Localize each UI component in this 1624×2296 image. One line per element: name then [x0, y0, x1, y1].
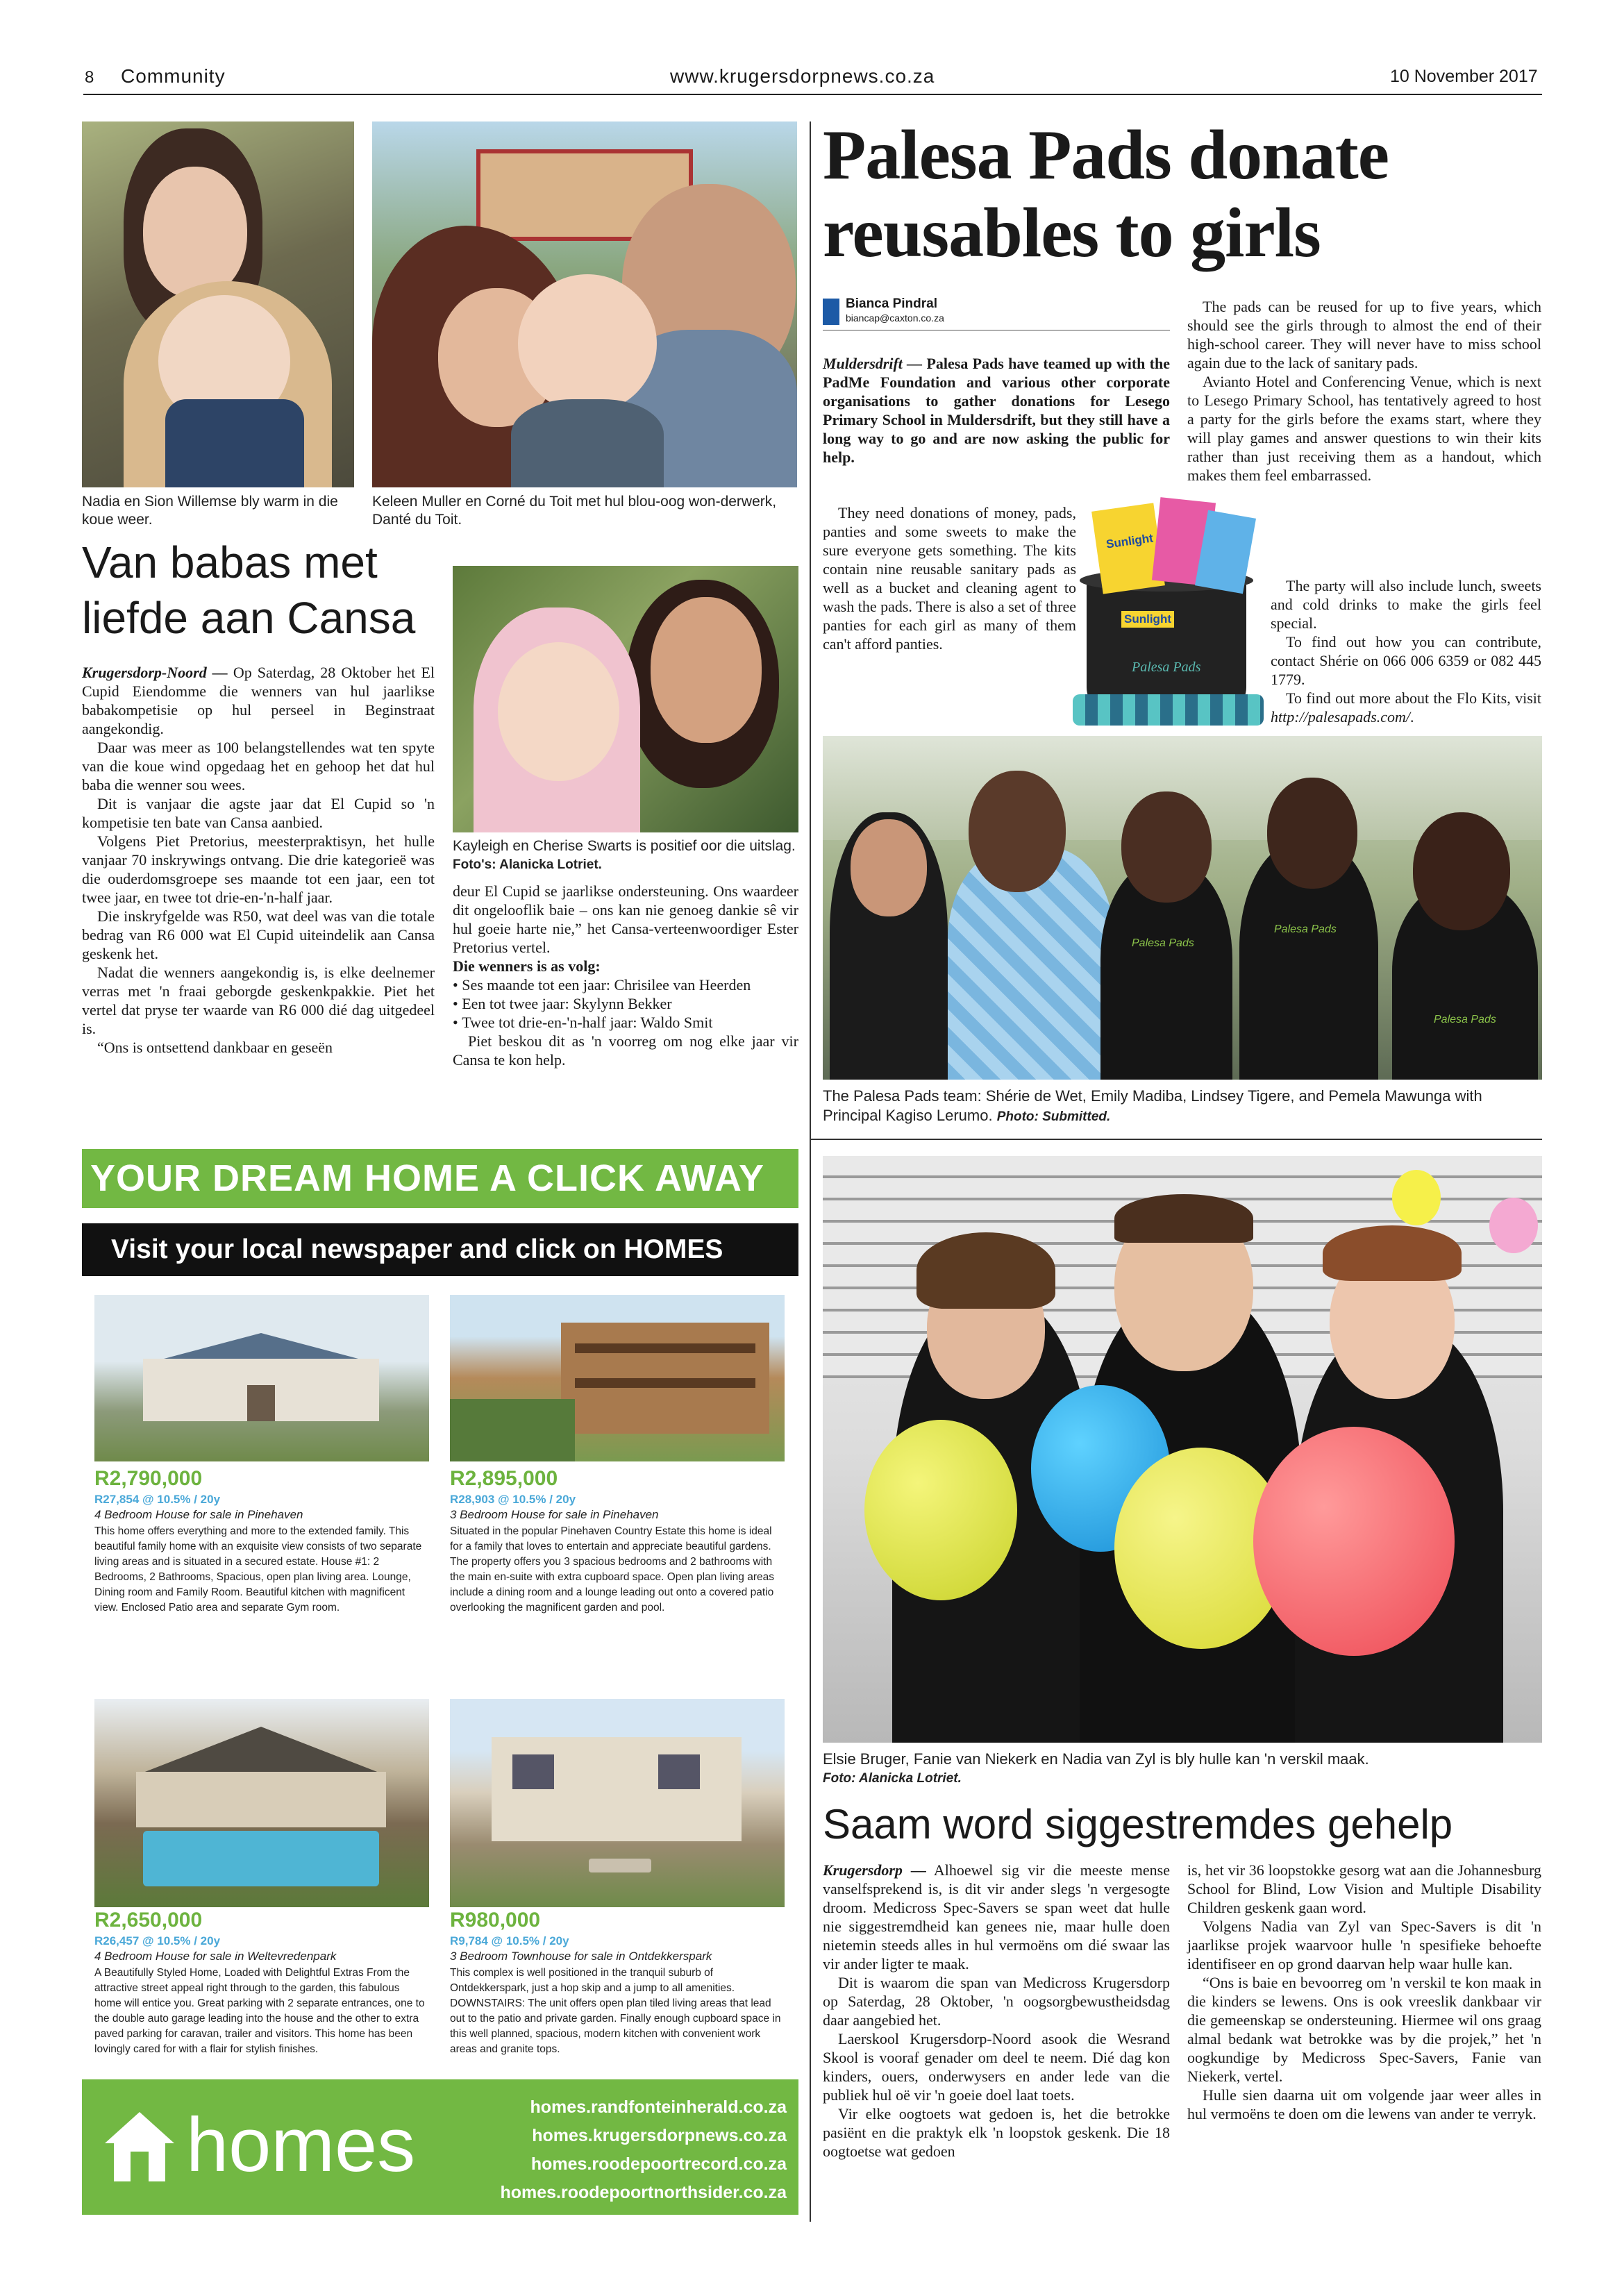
body-paragraph: Avianto Hotel and Conferencing Venue, which is next to Lesego Primary School, has tentatively agreed to host a party for the girls before the exams start, where they will play games and answer questions to win their kits rather than just receiving them as a handout, which makes them feel embarrassed. — [1187, 373, 1541, 484]
caption-palesa-team — [823, 1087, 1542, 1127]
dateline: Muldersdrift — — [823, 355, 923, 372]
listing-desc: Situated in the popular Pinehaven Country Estate this home is ideal for a family that loves to entertain and appreciate beautiful gardens. The property offers you 3 spacious bedrooms and 2 bathrooms with the main en-suite with extra cupboard space. Open plan living areas include a dining room and a lounge leading out onto a covered patio overlooking the magnificent garden and pool. — [450, 1525, 774, 1614]
winner-item: • Twee tot drie-en-'n-half jaar: Waldo Smit — [453, 1014, 713, 1031]
photo-flo-kit-bucket — [1073, 493, 1264, 726]
palesa-column-1 — [823, 354, 1170, 467]
body-paragraph: They need donations of money, pads, panties and some sweets to make the sure everyone gets something. The kits contain nine reusable sanitary pads as well as a bucket and cleaning agent to wash the pads. There is also a set of three panties for each girl as many of them can't afford panties. — [823, 504, 1076, 653]
author-marker — [823, 299, 839, 325]
photo-keleen-corne-dante — [372, 121, 797, 487]
bucket-label: Sunlight — [1121, 611, 1174, 628]
listing-price: R980,000 — [450, 1909, 541, 1932]
lead-paragraph: Palesa Pads have teamed up with the PadMe Foundation and various other corporate organisations to gather donations for Lesego Primary School in Muldersdrift, but they still have a long way to go and are now asking the public for help. — [823, 355, 1170, 466]
body-paragraph: deur El Cupid se jaarlikse ondersteuning. Ons waardeer dit ongelooflik baie – ons kan nie genoeg dankie sê vir hul goeie harte nie,” het Cansa-verteenwoordiger Ester Pretorius vertel. — [453, 882, 798, 956]
palesa-column-2b — [1271, 576, 1541, 726]
winner-item: • Ses maande tot een jaar: Chrisilee van Heerden — [453, 976, 751, 994]
body-paragraph: The party will also include lunch, sweets and cold drinks to make the girls feel special. — [1271, 577, 1541, 632]
photo-nadia-sion — [82, 121, 354, 487]
homes-link[interactable]: homes.roodepoortrecord.co.za — [530, 2154, 787, 2174]
babies-column-2 — [453, 882, 798, 1069]
house-icon — [101, 2109, 178, 2185]
shirt-logo: Palesa Pads — [1274, 923, 1337, 935]
body-paragraph: Hulle sien daarna uit om volgende jaar weer alles in hul vermoëns te doen om die lewens van ander te verryk. — [1187, 2086, 1541, 2122]
homes-link[interactable]: homes.randfonteinherald.co.za — [530, 2097, 787, 2117]
listing-title: 4 Bedroom House for sale in Pinehaven — [94, 1508, 303, 1521]
author-name: Bianca Pindral — [846, 296, 937, 311]
winner-item: • Een tot twee jaar: Skylynn Bekker — [453, 995, 672, 1012]
body-paragraph: Daar was meer as 100 belangstellendes wat ten spyte van die koue wind opgedaag het en gehoop het dat hul baba die wenner sou wees. — [82, 739, 435, 794]
caption-text: Kayleigh en Cherise Swarts is positief oor die uitslag. — [453, 838, 796, 854]
homes-link[interactable]: homes.roodepoortnorthsider.co.za — [500, 2183, 787, 2202]
listing-desc: This complex is well positioned in the tranquil suburb of Ontdekkerspark, just a hop skip and a jump to all amenities. DOWNSTAIRS: The unit offers open plan tiled living areas that lead out to the patio and private garden. Finally enough cupboard space in this well planned, spacious, modern kitchen with convenient work areas and granite tops. — [450, 1967, 781, 2055]
caption-specsavers — [823, 1750, 1542, 1788]
body-paragraph: Laerskool Krugersdorp-Noord asook die Wesrand Skool is vooraf genader om deel te neem. Dié dag kon kinders, ouers, onderwysers en ander lede van die publiek hul oë vir 'n goeie doel laat toets. — [823, 2030, 1170, 2104]
shirt-logo: Palesa Pads — [1434, 1014, 1496, 1025]
body-paragraph: Piet beskou dit as 'n voorreg om nog elke jaar vir Cansa te kon help. — [453, 1032, 798, 1069]
specsavers-column-1 — [823, 1861, 1170, 2161]
homes-ad[interactable] — [82, 1149, 798, 2215]
homes-links — [499, 2093, 787, 2207]
listing-price: R2,895,000 — [450, 1467, 558, 1490]
babies-column-1 — [82, 663, 435, 1057]
photo-credit: Photo: Submitted. — [996, 1109, 1111, 1124]
palesa-link[interactable]: http://palesapads.com/ — [1271, 708, 1411, 726]
photo-credit: Foto: Alanicka Lotriet. — [823, 1771, 962, 1786]
section-divider — [810, 1139, 811, 2222]
palesa-column-2 — [1187, 297, 1541, 485]
caption-kayleigh-cherise — [453, 837, 798, 874]
shirt-logo: Palesa Pads — [1132, 937, 1194, 949]
ad-footer — [82, 2079, 798, 2215]
listing-desc: A Beautifully Styled Home, Loaded with Delightful Extras From the attractive street appeal right through to the garden, this fabulous home will entice you. Great parking with 2 separate entrances, one to the double auto garage leading into the house and the other to extra paved parking for caravan, trailer and visitors. This home has been lovingly cared for with a flair for stylish finishes. — [94, 1967, 425, 2055]
headline-babies: Van babas met liefde aan Cansa — [82, 537, 416, 643]
listing-rate: R28,903 @ 10.5% / 20y — [450, 1493, 576, 1506]
listing-card[interactable] — [450, 1295, 785, 1635]
headline-specsavers: Saam word siggestremdes gehelp — [823, 1801, 1453, 1847]
ad-sub-banner: Visit your local newspaper and click on HOMES — [82, 1223, 798, 1276]
photo-kayleigh-cherise — [453, 566, 798, 832]
site-url[interactable]: www.krugersdorpnews.co.za — [670, 65, 935, 87]
listing-photo — [450, 1699, 785, 1907]
homes-logo-text: homes — [186, 2102, 416, 2188]
listing-title: 4 Bedroom House for sale in Weltevredenpark — [94, 1950, 337, 1963]
caption-nadia-sion: Nadia en Sion Willemse bly warm in die koue weer. — [82, 494, 338, 528]
ad-banner: YOUR DREAM HOME A CLICK AWAY — [82, 1149, 798, 1208]
listing-card[interactable] — [450, 1699, 785, 2060]
photo-palesa-team — [823, 736, 1542, 1080]
body-paragraph: Volgens Nadia van Zyl van Spec-Savers is dit 'n jaarlikse projek waarvoor hulle 'n spesifieke behoefte identifiseer en op grond daarvan help waar hulle kan. — [1187, 1918, 1541, 1972]
body-paragraph: Op Saterdag, 28 Oktober het El Cupid Eiendomme die wenners van hul jaarlikse babakompetisie op hul perseel in Beginstraat aangekondig. — [82, 664, 435, 737]
photo-specsavers-team — [823, 1156, 1542, 1743]
bucket-label: Palesa Pads — [1132, 660, 1201, 675]
section-divider — [810, 1139, 1542, 1140]
page-number: 8 — [85, 68, 94, 87]
body-paragraph: Vir elke oogtoets wat gedoen is, het die betrokke pasiënt en die praktyk elk 'n loopstok geskenk. Die 18 oogtoetse wat gedoen — [823, 2105, 1170, 2160]
photo-credit: Foto's: Alanicka Lotriet. — [453, 857, 602, 872]
issue-date: 10 November 2017 — [1390, 67, 1538, 86]
listing-price: R2,790,000 — [94, 1467, 203, 1490]
listing-photo — [94, 1699, 429, 1907]
dateline: Krugersdorp-Noord — — [82, 664, 228, 681]
caption-keleen-corne: Keleen Muller en Corné du Toit met hul blou-oog won-derwerk, Danté du Toit. — [372, 494, 777, 528]
listing-title: 3 Bedroom Townhouse for sale in Ontdekkerspark — [450, 1950, 712, 1963]
body-paragraph: The pads can be reused for up to five years, which should see the girls through to almost the end of their high-school career. They will never have to miss school again due to the lack of sanitary pads. — [1187, 298, 1541, 371]
listing-rate: R26,457 @ 10.5% / 20y — [94, 1934, 221, 1947]
author-email[interactable]: biancap@caxton.co.za — [846, 312, 944, 324]
headline-palesa: Palesa Pads donate reusables to girls — [823, 116, 1389, 272]
body-paragraph: To find out more about the Flo Kits, visit http://palesapads.com/. — [1271, 689, 1541, 726]
homes-link[interactable]: homes.krugersdorpnews.co.za — [532, 2126, 787, 2145]
bucket-label: Sunlight — [1105, 531, 1154, 551]
dateline: Krugersdorp — — [823, 1861, 926, 1879]
palesa-column-1b — [823, 503, 1076, 653]
listing-price: R2,650,000 — [94, 1909, 203, 1932]
listing-photo — [450, 1295, 785, 1461]
listing-photo — [94, 1295, 429, 1461]
body-paragraph: Volgens Piet Pretorius, meesterpraktisyn, het hulle vanjaar 70 inskrywings ontvang. Die drie kategorieë was die ouderdomsgroepe ses maande tot een jaar, een tot twee jaar, en twee tot drie-en-'n-half jaar. — [82, 832, 435, 906]
body-paragraph: “Ons is ontsettend dankbaar en geseën — [97, 1039, 333, 1056]
caption-text: Elsie Bruger, Fanie van Niekerk en Nadia van Zyl is bly hulle kan 'n verskil maak. — [823, 1750, 1369, 1768]
section-name: Community — [121, 65, 226, 87]
body-paragraph: is, het vir 36 loopstokke gesorg wat aan die Johannesburg School for Blind, Low Vision and Multiple Disability Children geskenk gaan word. — [1187, 1861, 1541, 1916]
listing-desc: This home offers everything and more to the extended family. This beautiful family home with an exquisite view consists of two separate living areas and is situated in a secured estate. House #1: 2 Bedrooms, 2 Bathrooms, Spacious, open plan living area. Lounge, Dining room and Family Room. Beautiful kitchen with magnificent view. Enclosed Patio area and separate Gym room. — [94, 1525, 422, 1614]
body-paragraph: Nadat die wenners aangekondig is, is elke deelnemer verras met 'n fraai geborgde geskenkpakkie. Piet het vertel dat pryse ter waarde van R6 000 dié dag uitgedeel is. — [82, 964, 435, 1037]
body-paragraph: To find out how you can contribute, contact Shérie on 066 006 6359 or 082 445 1779. — [1271, 633, 1541, 688]
body-paragraph: “Ons is baie en bevoorreg om 'n verskil te kon maak in die kinders se lewens. Ons is ook vreeslik dankbaar vir die gemeenskap se ondersteuning. Hiermee wil ons graag almal bedank wat betrokke was by die projek,” het 'n oogkundige by Medicross Spec-Savers, Fanie van Niekerk, vertel. — [1187, 1974, 1541, 2085]
listing-card[interactable] — [94, 1699, 429, 2060]
listing-rate: R27,854 @ 10.5% / 20y — [94, 1493, 221, 1506]
listing-card[interactable] — [94, 1295, 429, 1635]
listing-title: 3 Bedroom House for sale in Pinehaven — [450, 1508, 659, 1521]
body-paragraph: Dit is vanjaar die agste jaar dat El Cupid so 'n kompetisie ten bate van Cansa aanbied. — [82, 795, 435, 831]
column-divider — [810, 121, 811, 1139]
header-rule — [83, 94, 1542, 95]
listing-rate: R9,784 @ 10.5% / 20y — [450, 1934, 569, 1947]
body-paragraph: Alhoewel sig vir die meeste mense vanselfsprekend is, is dit vir ander slegs 'n vergesogte droom. Medicross Spec-Savers se span weet dat hulle nie siggestremdheid kan genees nie, maar hulle doen nietemin steeds alles in hul vermoëns om dié swaar las vir ander ligter te maak. — [823, 1861, 1170, 1972]
body-paragraph: Die inskryfgelde was R50, wat deel was van die totale bedrag van R6 000 wat El Cupid uiteindelik aan Cansa geskenk het. — [82, 907, 435, 962]
caption-text: The Palesa Pads team: Shérie de Wet, Emily Madiba, Lindsey Tigere, and Pemela Mawunga with Principal Kagiso Lerumo. — [823, 1087, 1482, 1124]
winners-heading: Die wenners is as volg: — [453, 957, 601, 975]
body-paragraph: Dit is waarom die span van Medicross Krugersdorp op Saterdag, 28 Oktober, 'n oogsorgbewustheidsdag daar aangebied het. — [823, 1974, 1170, 2029]
specsavers-column-2 — [1187, 1861, 1541, 2123]
